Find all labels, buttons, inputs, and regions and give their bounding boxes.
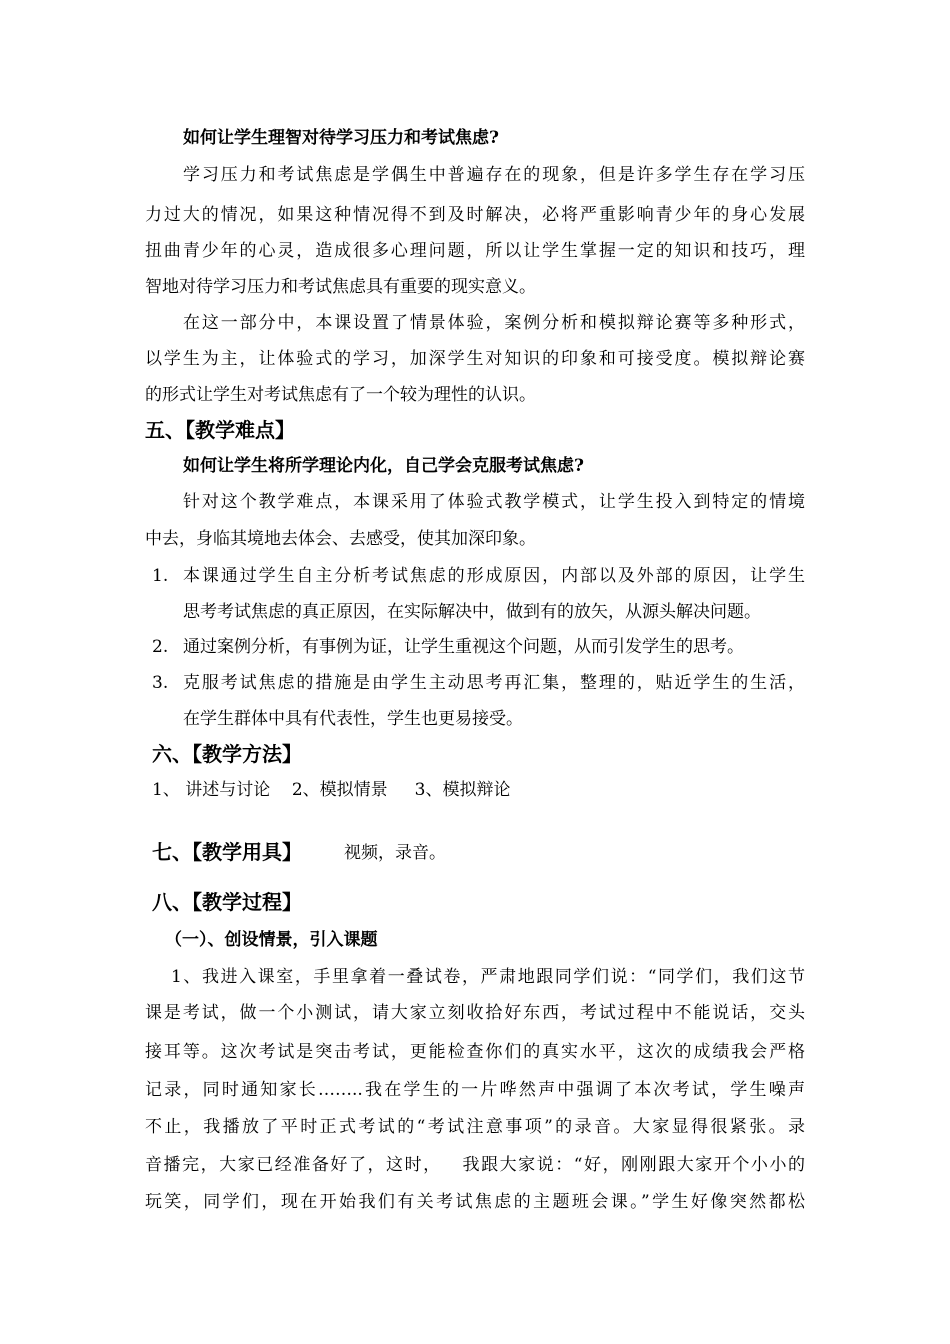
s5-heading: 五、【教学难点】 (145, 418, 295, 442)
s8-para-line4: 记录，同时通知家长……..我在学生的一片哗然声中强调了本次考试，学生噪声 (145, 1080, 805, 1100)
list-number-3: 3. (152, 673, 169, 693)
s7-tools: 视频，录音。 (344, 843, 446, 863)
s8-para-line6: 音播完，大家已经准备好了，这时， 我跟大家说：“好，刚刚跟大家开个小小的 (145, 1155, 805, 1175)
s4-para1-line1: 学习压力和考试焦虑是学偶生中普遍存在的现象，但是许多学生存在学习压 (183, 165, 805, 185)
s5-para-line1: 针对这个教学难点，本课采用了体验式教学模式，让学生投入到特定的情境 (183, 492, 805, 512)
s8-para-line7: 玩笑，同学们，现在开始我们有关考试焦虑的主题班会课。”学生好像突然都松 (145, 1192, 805, 1212)
s8-para-line3: 接耳等。这次考试是突击考试，更能检查你们的真实水平，这次的成绩我会严格 (145, 1042, 805, 1062)
list-item-1-line1: 本课通过学生自主分析考试焦虑的形成原因，内部以及外部的原因，让学生 (183, 566, 805, 586)
list-number-2: 2. (152, 637, 169, 657)
s4-para2-line3: 的形式让学生对考试焦虑有了一个较为理性的认识。 (145, 385, 536, 405)
s5-subtitle: 如何让学生将所学理论内化，自己学会克服考试焦虑? (183, 456, 584, 476)
list-item-3-line2: 在学生群体中具有代表性，学生也更易接受。 (183, 709, 523, 729)
list-item-2-line1: 通过案例分析，有事例为证，让学生重视这个问题，从而引发学生的思考。 (183, 637, 744, 657)
s8-para-line1: 1、我进入课室，手里拿着一叠试卷，严肃地跟同学们说：“同学们，我们这节 (171, 967, 805, 987)
s4-para1-line4: 智地对待学习压力和考试焦虑具有重要的现实意义。 (145, 277, 536, 297)
s7-heading: 七、【教学用具】 (152, 840, 302, 864)
s6-heading: 六、【教学方法】 (152, 742, 302, 766)
s5-para-line2: 中去，身临其境地去体会、去感受，使其加深印象。 (145, 529, 536, 549)
s8-para-line2: 课是考试，做一个小测试，请大家立刻收拾好东西，考试过程中不能说话，交头 (145, 1003, 805, 1023)
s8-sub1: （一）、创设情景，引入课题 (165, 930, 378, 950)
s6-methods: 1、 讲述与讨论 2、模拟情景 3、模拟辩论 (152, 780, 511, 800)
s8-heading: 八、【教学过程】 (152, 890, 302, 914)
s4-para1-line2: 力过大的情况，如果这种情况得不到及时解决，必将严重影响青少年的身心发展 (145, 205, 805, 225)
s4-para1-line3: 扭曲青少年的心灵，造成很多心理问题，所以让学生掌握一定的知识和技巧，理 (145, 241, 805, 261)
list-number-1: 1. (152, 566, 169, 586)
list-item-3-line1: 克服考试焦虑的措施是由学生主动思考再汇集，整理的，贴近学生的生活， (183, 673, 805, 693)
s4-subtitle: 如何让学生理智对待学习压力和考试焦虑? (183, 128, 499, 148)
s4-para2-line2: 以学生为主，让体验式的学习，加深学生对知识的印象和可接受度。模拟辩论赛 (145, 349, 805, 369)
list-item-1-line2: 思考考试焦虑的真正原因，在实际解决中，做到有的放矢，从源头解决问题。 (183, 602, 761, 622)
s4-para2-line1: 在这一部分中，本课设置了情景体验，案例分析和模拟辩论赛等多种形式， (183, 313, 805, 333)
s8-para-line5: 不止，我播放了平时正式考试的“考试注意事项”的录音。大家显得很紧张。录 (145, 1117, 805, 1137)
